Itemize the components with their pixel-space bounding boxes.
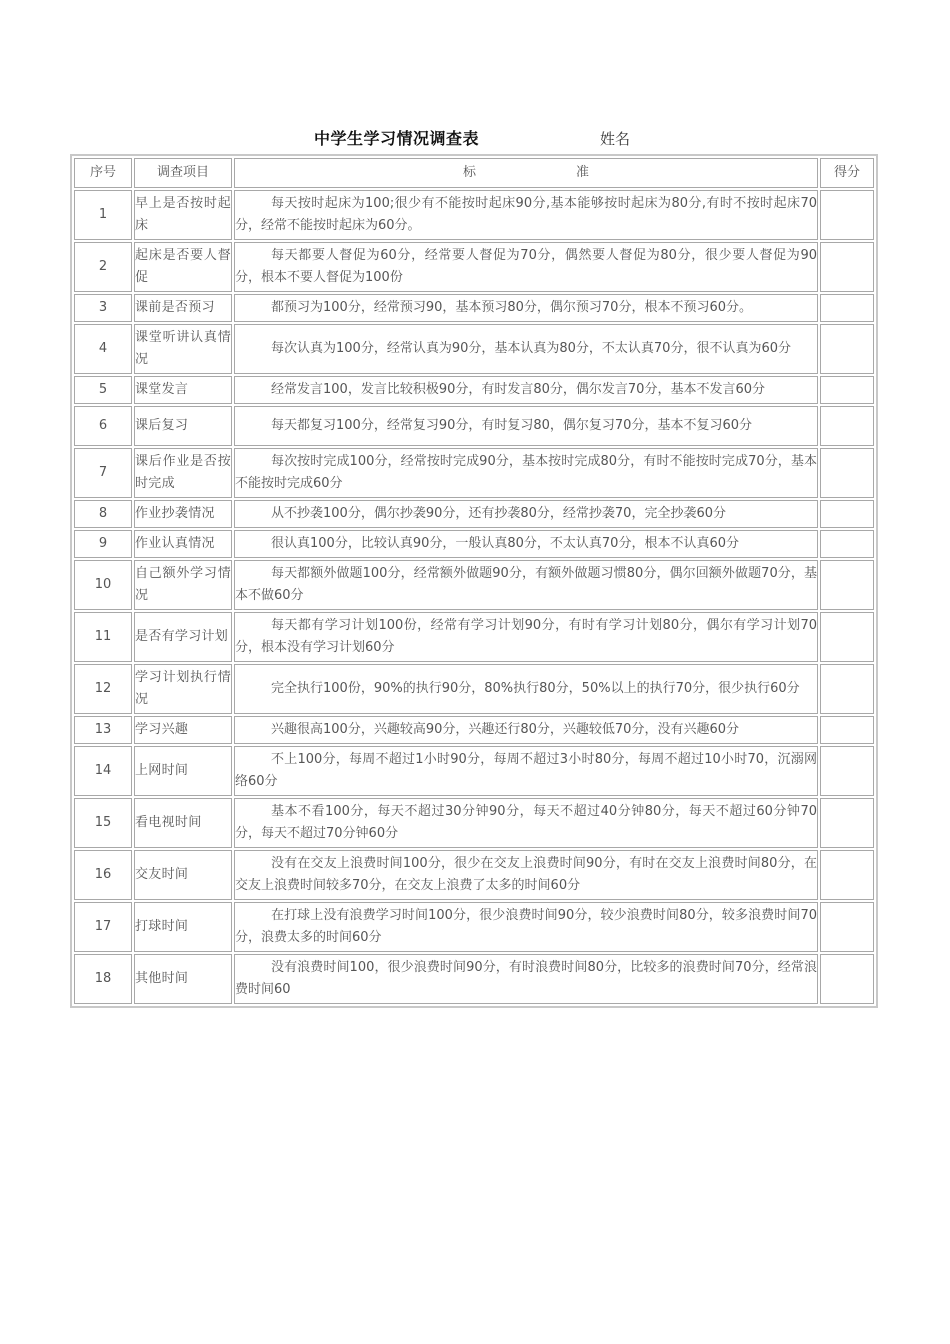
scoring-standard: 每次按时完成100分，经常按时完成90分，基本按时完成80分，有时不能按时完成70分，基本不能按时完成60分 — [234, 448, 818, 498]
survey-table — [70, 154, 878, 1008]
row-number: 10 — [74, 560, 132, 610]
score-cell[interactable] — [820, 746, 874, 796]
row-number: 16 — [74, 850, 132, 900]
score-cell[interactable] — [820, 954, 874, 1004]
header-standard-right: 准 — [576, 165, 590, 180]
header-standard-left: 标 — [462, 165, 476, 180]
score-cell[interactable] — [820, 664, 874, 714]
scoring-standard: 不上100分，每周不超过1小时90分，每周不超过3小时80分，每周不超过10小时70，沉溺网络60分 — [234, 746, 818, 796]
survey-item: 早上是否按时起床 — [134, 190, 232, 240]
row-number: 1 — [74, 190, 132, 240]
header-no: 序号 — [74, 158, 132, 188]
score-cell[interactable] — [820, 324, 874, 374]
survey-item: 课后作业是否按时完成 — [134, 448, 232, 498]
survey-item: 学习兴趣 — [134, 716, 232, 744]
scoring-standard: 每天都有学习计划100份，经常有学习计划90分，有时有学习计划80分，偶尔有学习计划70分，根本没有学习计划60分 — [234, 612, 818, 662]
scoring-standard: 经常发言100，发言比较积极90分，有时发言80分，偶尔发言70分，基本不发言60分 — [234, 376, 818, 404]
scoring-standard: 基本不看100分，每天不超过30分钟90分，每天不超过40分钟80分，每天不超过60分钟70分，每天不超过70分钟60分 — [234, 798, 818, 848]
scoring-standard: 每天都额外做题100分，经常额外做题90分，有额外做题习惯80分，偶尔回额外做题70分，基本不做60分 — [234, 560, 818, 610]
table-row — [74, 954, 874, 1004]
score-cell[interactable] — [820, 612, 874, 662]
scoring-standard: 完全执行100份，90%的执行90分，80%执行80分，50%以上的执行70分，很少执行60分 — [234, 664, 818, 714]
score-cell[interactable] — [820, 448, 874, 498]
document-title: 中学生学习情况调查表 — [314, 129, 480, 148]
row-number: 5 — [74, 376, 132, 404]
survey-item: 上网时间 — [134, 746, 232, 796]
row-number: 9 — [74, 530, 132, 558]
table-row — [74, 500, 874, 528]
survey-item: 学习计划执行情况 — [134, 664, 232, 714]
header-score: 得分 — [820, 158, 874, 188]
table-row — [74, 746, 874, 796]
table-row — [74, 406, 874, 446]
table-row — [74, 376, 874, 404]
row-number: 7 — [74, 448, 132, 498]
score-cell[interactable] — [820, 530, 874, 558]
row-number: 13 — [74, 716, 132, 744]
row-number: 17 — [74, 902, 132, 952]
row-number: 12 — [74, 664, 132, 714]
survey-item: 作业抄袭情况 — [134, 500, 232, 528]
scoring-standard: 很认真100分，比较认真90分，一般认真80分，不太认真70分，根本不认真60分 — [234, 530, 818, 558]
survey-item: 课后复习 — [134, 406, 232, 446]
scoring-standard: 在打球上没有浪费学习时间100分，很少浪费时间90分，较少浪费时间80分，较多浪费时间70分，浪费太多的时间60分 — [234, 902, 818, 952]
scoring-standard: 从不抄袭100分，偶尔抄袭90分，还有抄袭80分，经常抄袭70，完全抄袭60分 — [234, 500, 818, 528]
score-cell[interactable] — [820, 500, 874, 528]
score-cell[interactable] — [820, 242, 874, 292]
table-row — [74, 664, 874, 714]
table-row — [74, 448, 874, 498]
score-cell[interactable] — [820, 716, 874, 744]
table-row — [74, 324, 874, 374]
survey-item: 交友时间 — [134, 850, 232, 900]
score-cell[interactable] — [820, 406, 874, 446]
table-row — [74, 798, 874, 848]
score-cell[interactable] — [820, 190, 874, 240]
row-number: 3 — [74, 294, 132, 322]
row-number: 8 — [74, 500, 132, 528]
title-line — [0, 124, 950, 152]
score-cell[interactable] — [820, 798, 874, 848]
row-number: 2 — [74, 242, 132, 292]
table-row — [74, 612, 874, 662]
table-row — [74, 716, 874, 744]
survey-item: 是否有学习计划 — [134, 612, 232, 662]
score-cell[interactable] — [820, 560, 874, 610]
scoring-standard: 每天都复习100分，经常复习90分，有时复习80，偶尔复习70分，基本不复习60分 — [234, 406, 818, 446]
score-cell[interactable] — [820, 376, 874, 404]
table-row — [74, 242, 874, 292]
survey-item: 课堂发言 — [134, 376, 232, 404]
scoring-standard: 都预习为100分，经常预习90，基本预习80分，偶尔预习70分，根本不预习60分。 — [234, 294, 818, 322]
survey-item: 课前是否预习 — [134, 294, 232, 322]
row-number: 18 — [74, 954, 132, 1004]
row-number: 11 — [74, 612, 132, 662]
scoring-standard: 没有在交友上浪费时间100分，很少在交友上浪费时间90分，有时在交友上浪费时间80分，在交友上浪费时间较多70分，在交友上浪费了太多的时间60分 — [234, 850, 818, 900]
survey-item: 打球时间 — [134, 902, 232, 952]
survey-item: 自己额外学习情况 — [134, 560, 232, 610]
table-row — [74, 902, 874, 952]
table-row — [74, 530, 874, 558]
survey-item: 作业认真情况 — [134, 530, 232, 558]
scoring-standard: 兴趣很高100分，兴趣较高90分，兴趣还行80分，兴趣较低70分，没有兴趣60分 — [234, 716, 818, 744]
header-standard — [234, 158, 818, 188]
row-number: 6 — [74, 406, 132, 446]
scoring-standard: 每天按时起床为100;很少有不能按时起床90分,基本能够按时起床为80分,有时不按时起床70分，经常不能按时起床为60分。 — [234, 190, 818, 240]
name-label: 姓名 — [600, 130, 631, 148]
table-row — [74, 190, 874, 240]
table-row — [74, 294, 874, 322]
table-row — [74, 560, 874, 610]
score-cell[interactable] — [820, 902, 874, 952]
survey-item: 其他时间 — [134, 954, 232, 1004]
survey-item: 课堂听讲认真情况 — [134, 324, 232, 374]
scoring-standard: 每天都要人督促为60分，经常要人督促为70分，偶然要人督促为80分，很少要人督促为90分，根本不要人督促为100份 — [234, 242, 818, 292]
score-cell[interactable] — [820, 294, 874, 322]
survey-item: 看电视时间 — [134, 798, 232, 848]
header-item: 调查项目 — [134, 158, 232, 188]
score-cell[interactable] — [820, 850, 874, 900]
row-number: 15 — [74, 798, 132, 848]
header-row — [74, 158, 874, 188]
survey-item: 起床是否要人督促 — [134, 242, 232, 292]
table-row — [74, 850, 874, 900]
row-number: 14 — [74, 746, 132, 796]
scoring-standard: 没有浪费时间100，很少浪费时间90分，有时浪费时间80分，比较多的浪费时间70分，经常浪费时间60 — [234, 954, 818, 1004]
scoring-standard: 每次认真为100分，经常认真为90分，基本认真为80分，不太认真70分，很不认真为60分 — [234, 324, 818, 374]
row-number: 4 — [74, 324, 132, 374]
